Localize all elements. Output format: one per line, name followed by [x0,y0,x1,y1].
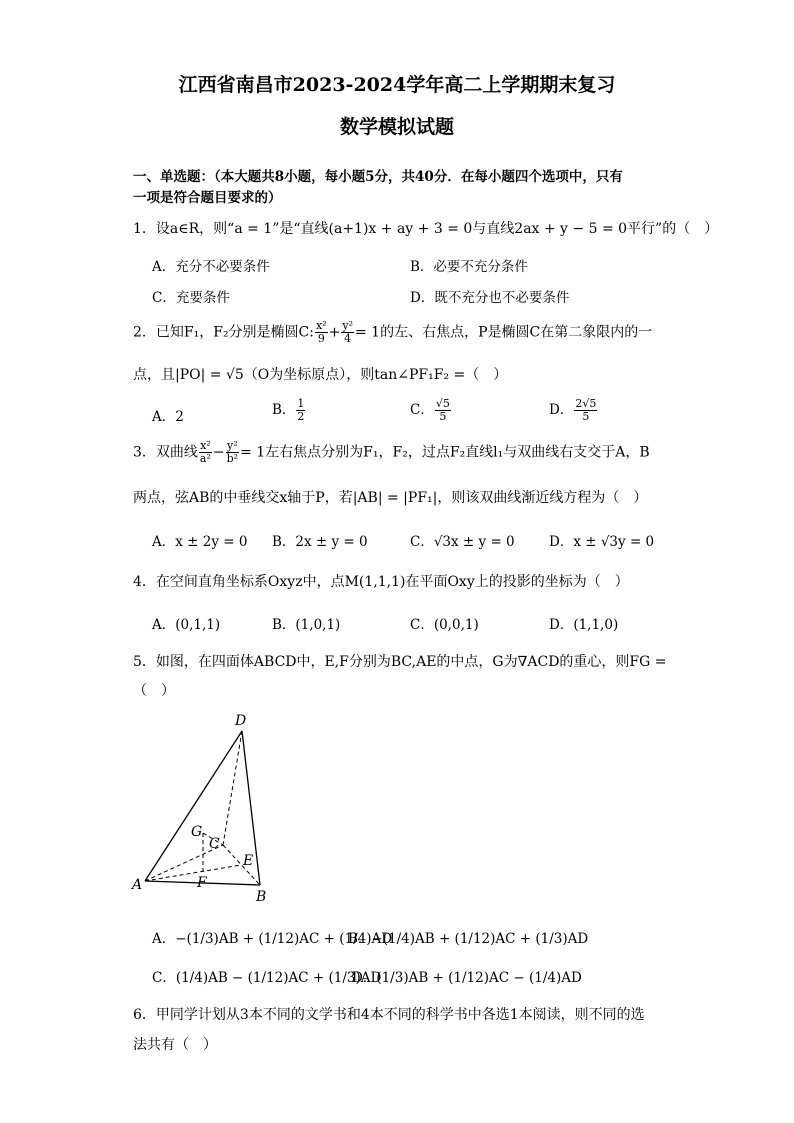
q1-option-b: B．必要不充分条件 [410,259,528,275]
q3-option-c: C．√3x ± y = 0 [410,534,515,550]
edge-CB [223,845,260,885]
q2-stem-suffix: 的左、右焦点，P是椭圆C在第二象限内的一 [380,324,653,341]
label-B: B [256,889,267,905]
label-G: G [191,824,203,840]
q4-option-d: D．(1,1,0) [549,617,619,633]
q1-option-c: C．充要条件 [152,290,230,306]
q5-stem-line2: （ ） [133,683,175,699]
q2-stem-line1: 2．已知F₁，F₂分别是椭圆C: $\frac{\text{x²}}{9}$ + $\frac{\text{y²}}{4}$ = 1的左、右焦点，P是椭圆C在第二象限内的一 [133,319,653,345]
edge-DC [223,731,242,845]
ellipse-y-term: $\frac{\text{y²}}{4}$ [342,319,353,345]
doc-title-line1: 江西省南昌市2023-2024学年高二上学期期末复习 [178,74,616,96]
q6-stem-line2: 法共有（ ） [133,1037,217,1053]
q4-option-a: A．(0,1,1) [152,617,221,633]
q5-option-b: B．−(1/4)AB + (1/12)AC + (1/3)AD [348,931,589,947]
edge-AD [145,731,242,881]
q4-option-c: C．(0,0,1) [410,617,479,633]
q2-stem-line2: 点，且|PO| = √5（O为坐标原点），则tan∠PF₁F₂ =（ ） [133,367,508,383]
label-E: E [243,853,254,869]
q2-stem-prefix: 2．已知F₁，F₂分别是椭圆C: [133,324,314,341]
ellipse-x-term: $\frac{\text{x²}}{9}$ [316,319,327,345]
label-F: F [197,875,207,891]
q4-option-b: B．(1,0,1) [272,617,341,633]
q2-option-d: D． $\frac{2√5}{5}$ [549,397,597,423]
q3-stem-line2: 两点，弦AB的中垂线交x轴于P，若|AB| = |PF₁|，则该双曲线渐近线方程为（ ） [133,490,648,506]
hyperbola-x-term: $\frac{\text{x²}}{\text{a²}}$ [199,439,211,465]
q3-option-d: D．x ± √3y = 0 [549,534,655,550]
doc-title-line2: 数学模拟试题 [339,116,454,138]
q2-option-c: C． $\frac{√5}{5}$ [410,397,450,423]
section-heading-line2: 一项是符合题目要求的） [133,190,282,206]
q1-option-a: A．充分不必要条件 [152,259,270,275]
segment-AE [145,865,241,881]
q5-option-a: A．−(1/3)AB + (1/12)AC + (1/4)AD [152,931,393,947]
label-C: C [209,836,220,852]
q2-option-a: A．2 [152,409,184,425]
hyperbola-y-term: $\frac{\text{y²}}{\text{b²}}$ [226,439,239,465]
q1-option-d: D．既不充分也不必要条件 [410,290,570,306]
q5-option-c: C．(1/4)AB − (1/12)AC + (1/3)AD [152,970,382,986]
tetrahedron-figure [125,705,285,905]
q3-option-a: A．x ± 2y = 0 [152,534,248,550]
label-D: D [235,713,247,729]
q5-stem-line1: 5．如图，在四面体ABCD中，E,F分别为BC,AE的中点，G为∇ACD的重心，则FG = [133,654,667,670]
q3-option-b: B．2x ± y = 0 [272,534,368,550]
label-A: A [132,877,143,893]
q6-stem-line1: 6．甲同学计划从3本不同的文学书和4本不同的科学书中各选1本阅读，则不同的选 [133,1007,645,1023]
q5-option-d: D．(1/3)AB + (1/12)AC − (1/4)AD [352,970,582,986]
q1-stem: 1．设a∈R，则“a = 1”是“直线(a+1)x + ay + 3 = 0与直线2ax + y − 5 = 0平行”的（ ） [133,221,719,237]
q2-option-b: B． $\frac{1}{2}$ [272,397,305,423]
section-heading-line1: 一、单选题：（本大题共8小题，每小题5分，共40分．在每小题四个选项中，只有 [133,169,623,185]
q3-stem-line1: 3．双曲线 $\frac{\text{x²}}{\text{a²}}$ − $\frac{\text{y²}}{\text{b²}}$ = 1左右焦点分别为F₁，F₂，过点F₂直线l₁与双曲线右支交于A，B [133,439,650,465]
q4-stem: 4．在空间直角坐标系Oxyz中，点M(1,1,1)在平面Oxy上的投影的坐标为（ ） [133,574,629,590]
